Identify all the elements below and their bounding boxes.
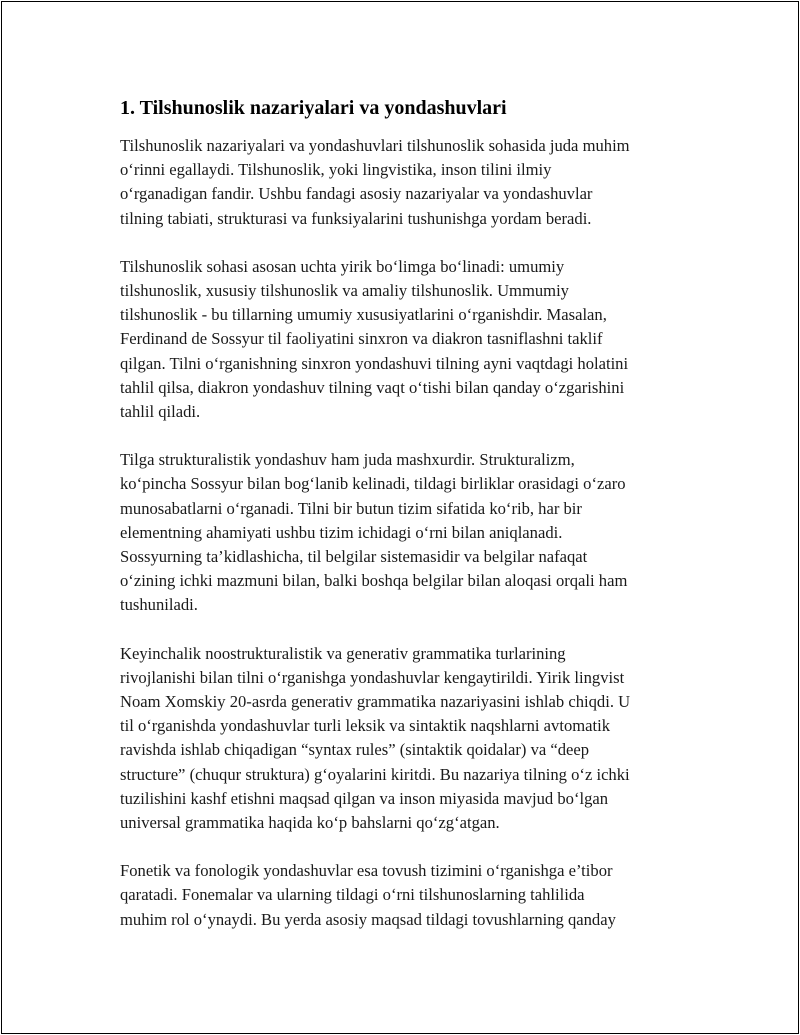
paragraph-line: Sossyurning ta’kidlashicha, til belgilar sistemasidir va belgilar nafaqat bbox=[120, 547, 588, 567]
document-page bbox=[1, 1, 799, 1034]
body-paragraph bbox=[120, 255, 692, 424]
paragraph-line: Tilshunoslik nazariyalari va yondashuvlari tilshunoslik sohasida juda muhim bbox=[120, 136, 630, 155]
paragraph-line: ko‘pincha Sossyur bilan bog‘lanib kelinadi, tildagi birliklar orasidagi o‘zaro bbox=[120, 474, 626, 494]
section-heading: 1. Tilshunoslik nazariyalari va yondashuvlari bbox=[120, 97, 507, 119]
document-body bbox=[120, 94, 692, 956]
paragraph-line: tilshunoslik - bu tillarning umumiy xususiyatlarini o‘rganishdir. Masalan, bbox=[120, 305, 607, 325]
paragraph-line: ravishda ishlab chiqadigan “syntax rules” (sintaktik qoidalar) va “deep bbox=[120, 740, 590, 760]
paragraph-line: qilgan. Tilni o‘rganishning sinxron yondashuvi tilning ayni vaqtdagi holatini bbox=[120, 353, 629, 373]
paragraph-line: muhim rol o‘ynaydi. Bu yerda asosiy maqsad tildagi tovushlarning qanday bbox=[120, 909, 616, 929]
body-paragraph bbox=[120, 448, 692, 617]
paragraph-line: til o‘rganishda yondashuvlar turli leksik va sintaktik naqshlarni avtomatik bbox=[120, 716, 611, 736]
paragraph-line: tilning tabiati, strukturasi va funksiyalarini tushunishga yordam beradi. bbox=[120, 208, 592, 228]
paragraph-line: o‘rinni egallaydi. Tilshunoslik, yoki lingvistika, inson tilini ilmiy bbox=[120, 160, 552, 180]
paragraph-line: structure” (chuqur struktura) g‘oyalarini kiritdi. Bu nazariya tilning o‘z ichki bbox=[120, 764, 630, 784]
paragraph-line: Keyinchalik noostrukturalistik va generativ grammatika turlarining bbox=[120, 643, 566, 663]
paragraph-line: Tilga strukturalistik yondashuv ham juda mashxurdir. Strukturalizm, bbox=[120, 450, 575, 470]
paragraph-line: Ferdinand de Sossyur til faoliyatini sinxron va diakron tasniflashni taklif bbox=[120, 329, 603, 349]
paragraph-line: o‘zining ichki mazmuni bilan, balki boshqa belgilar bilan aloqasi orqali ham bbox=[120, 571, 628, 591]
paragraph-line: tilshunoslik, xususiy tilshunoslik va amaliy tilshunoslik. Ummumiy bbox=[120, 281, 569, 301]
paragraph-line: tushuniladi. bbox=[120, 595, 198, 615]
paragraph-line: munosabatlarni o‘rganadi. Tilni bir butun tizim sifatida ko‘rib, har bir bbox=[120, 498, 582, 518]
paragraph-line: Noam Xomskiy 20-asrda generativ grammatika nazariyasini ishlab chiqdi. U bbox=[120, 692, 631, 712]
paragraph-line: qaratadi. Fonemalar va ularning tildagi o‘rni tilshunoslarning tahlilida bbox=[120, 885, 585, 905]
paragraph-line: tahlil qiladi. bbox=[120, 402, 201, 422]
body-paragraph bbox=[120, 134, 692, 231]
paragraph-line: o‘rganadigan fandir. Ushbu fandagi asosiy nazariyalar va yondashuvlar bbox=[120, 184, 593, 204]
paragraph-line: rivojlanishi bilan tilni o‘rganishga yondashuvlar kengaytirildi. Yirik lingvist bbox=[120, 667, 625, 687]
paragraph-line: tuzilishini kashf etishni maqsad qilgan va inson miyasida mavjud bo‘lgan bbox=[120, 788, 609, 808]
paragraph-line: Tilshunoslik sohasi asosan uchta yirik bo‘limga bo‘linadi: umumiy bbox=[120, 256, 565, 276]
paragraph-line: elementning ahamiyati ushbu tizim ichidagi o‘rni bilan aniqlanadi. bbox=[120, 522, 563, 542]
body-paragraph bbox=[120, 859, 692, 932]
paragraph-line: universal grammatika haqida ko‘p bahslarni qo‘zg‘atgan. bbox=[120, 813, 500, 833]
paragraph-line: Fonetik va fonologik yondashuvlar esa tovush tizimini o‘rganishga e’tibor bbox=[120, 861, 613, 881]
body-paragraph bbox=[120, 642, 692, 836]
paragraph-line: tahlil qilsa, diakron yondashuv tilning vaqt o‘tishi bilan qanday o‘zgarishini bbox=[120, 377, 625, 397]
paragraph-list bbox=[120, 134, 692, 932]
